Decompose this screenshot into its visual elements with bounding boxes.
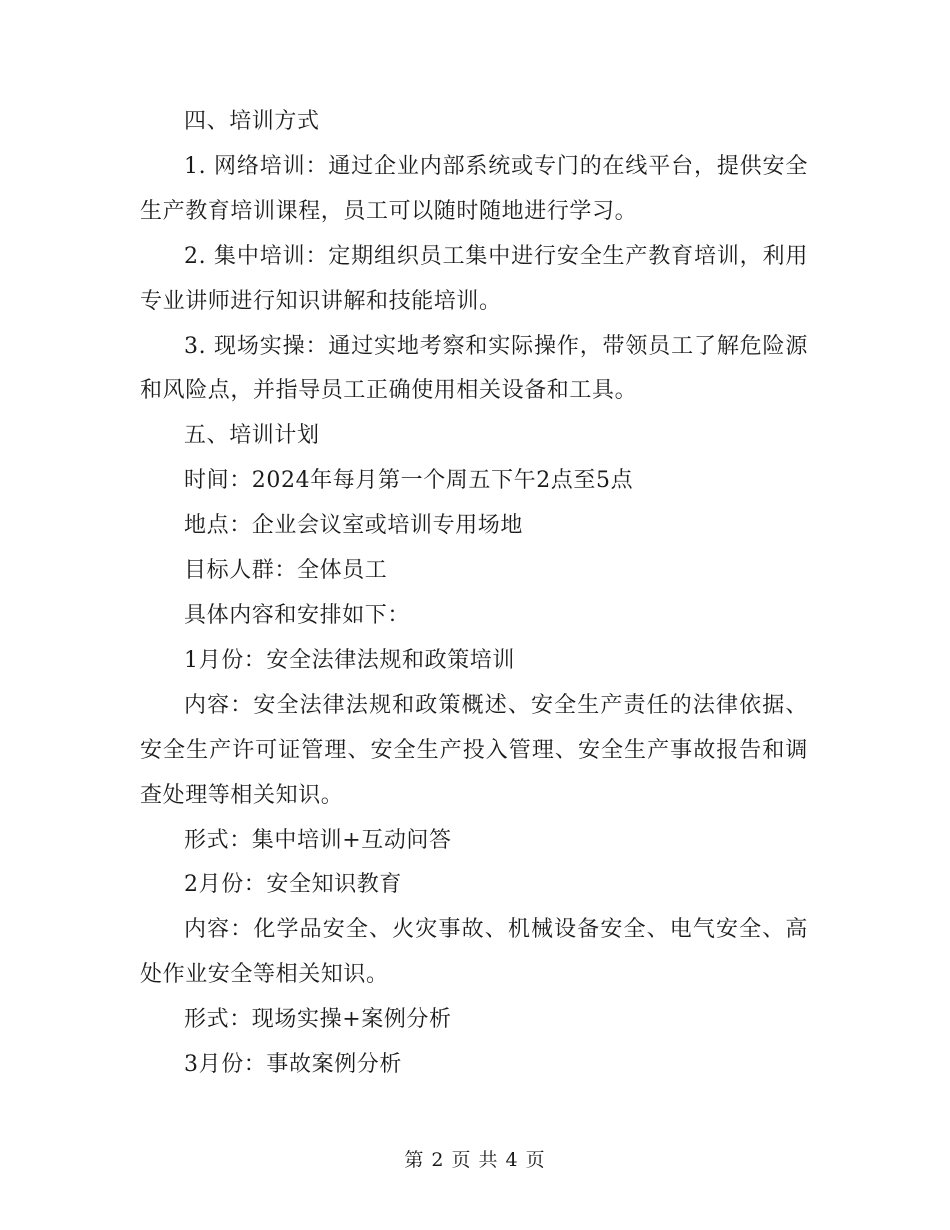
paragraph-time: 时间：2024年每月第一个周五下午2点至5点: [184, 468, 634, 494]
paragraph-january-content: 内容：安全法律法规和政策概述、安全生产责任的法律依据、安全生产许可证管理、安全生产投入管理、安全生产事故报告和调查处理等相关知识。: [140, 692, 808, 808]
page-number-footer: 第 2 页 共 4 页: [404, 1149, 546, 1171]
section-heading-training-plan: 五、培训计划: [184, 423, 320, 449]
paragraph-march-topic: 3月份：事故案例分析: [184, 1052, 402, 1078]
paragraph-location: 地点：企业会议室或培训专用场地: [184, 513, 524, 539]
paragraph-centralized-training: 2. 集中培训：定期组织员工集中进行安全生产教育培训，利用专业讲师进行知识讲解和技能培训。: [140, 243, 808, 314]
paragraph-february-topic: 2月份：安全知识教育: [184, 872, 402, 898]
paragraph-target-audience: 目标人群：全体员工: [184, 558, 388, 584]
paragraph-january-format: 形式：集中培训+互动问答: [184, 827, 452, 853]
section-heading-training-methods: 四、培训方式: [184, 109, 320, 134]
document-body: [140, 100, 808, 1088]
paragraph-february-format: 形式：现场实操+案例分析: [184, 1007, 452, 1033]
paragraph-online-training: 1. 网络培训：通过企业内部系统或专门的在线平台，提供安全生产教育培训课程，员工可以随时随地进行学习。: [140, 153, 808, 224]
paragraph-arrangement-intro: 具体内容和安排如下：: [184, 602, 411, 628]
paragraph-february-content: 内容：化学品安全、火灾事故、机械设备安全、电气安全、高处作业安全等相关知识。: [140, 917, 808, 988]
paragraph-onsite-practice: 3. 现场实操：通过实地考察和实际操作，带领员工了解危险源和风险点，并指导员工正确使用相关设备和工具。: [140, 333, 808, 404]
paragraph-january-topic: 1月份：安全法律法规和政策培训: [184, 647, 515, 673]
